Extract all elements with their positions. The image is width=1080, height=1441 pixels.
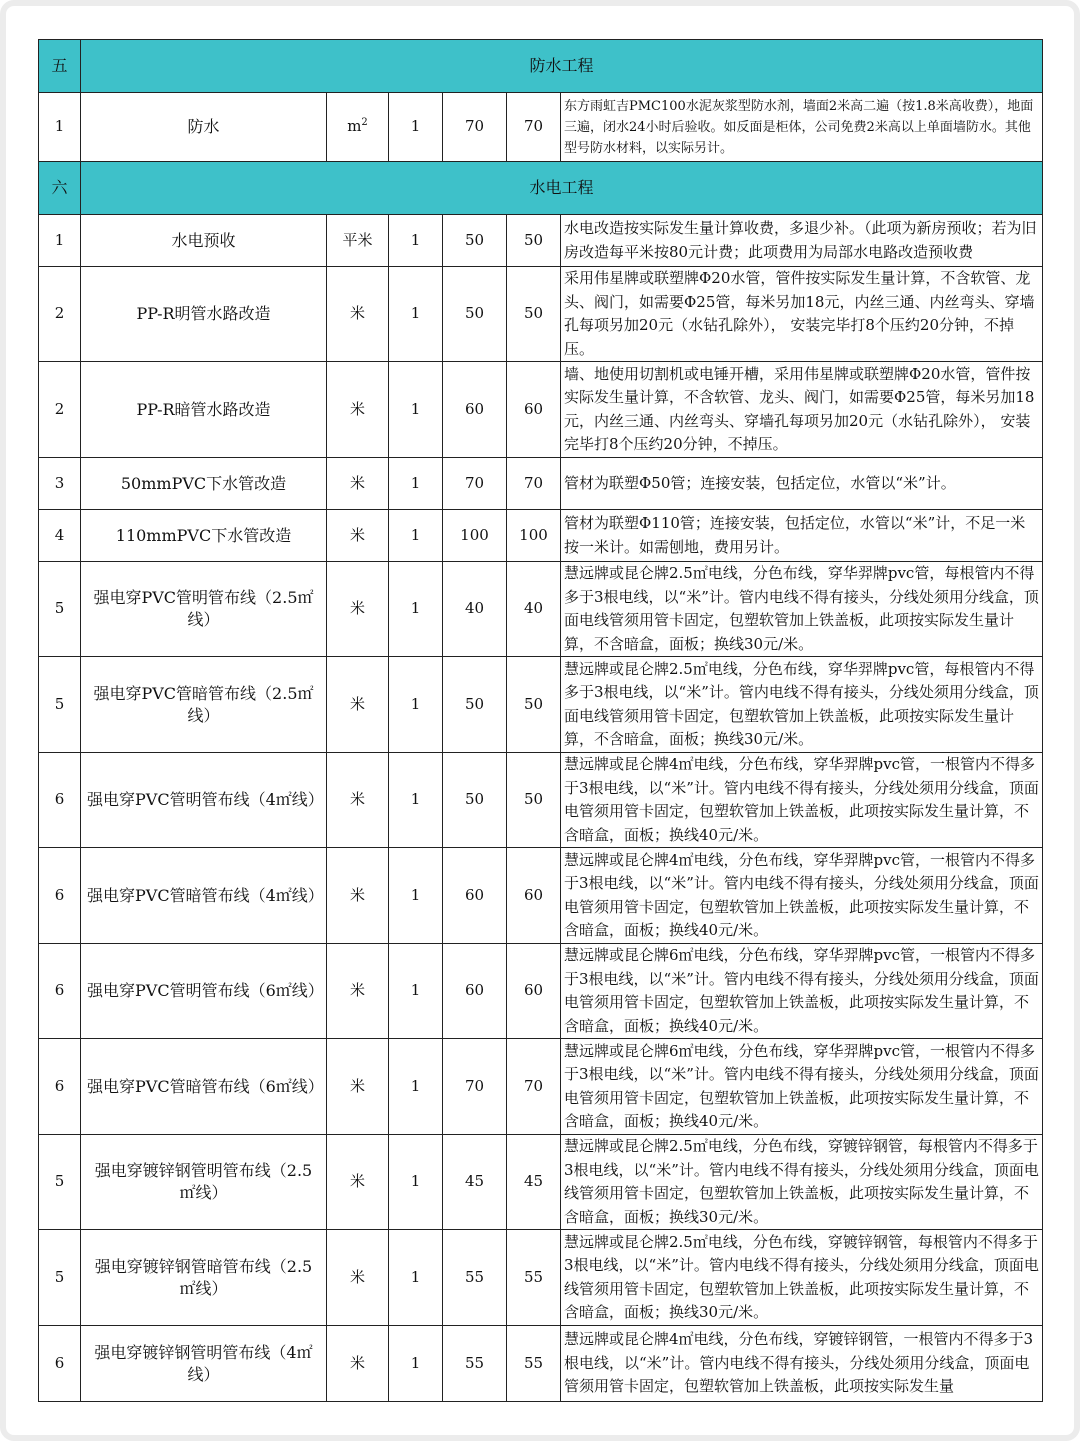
item-name: 强电穿镀锌钢管明管布线（4㎡线）: [81, 1326, 327, 1402]
item-unit: 米: [327, 1230, 389, 1326]
item-total: 60: [507, 944, 561, 1039]
unit-base: m: [347, 117, 362, 136]
item-unit: 米: [327, 1039, 389, 1135]
item-quantity: 1: [389, 562, 443, 657]
section-number: 五: [39, 40, 81, 93]
item-unit: 平米: [327, 215, 389, 267]
item-total: 50: [507, 267, 561, 362]
item-description: 管材为联塑Φ50管；连接安装，包括定位，水管以“米”计。: [561, 458, 1043, 510]
item-unit-price: 40: [443, 562, 507, 657]
item-name: 50mmPVC下水管改造: [81, 458, 327, 510]
item-unit-price: 45: [443, 1135, 507, 1230]
item-name: PP-R明管水路改造: [81, 267, 327, 362]
table-row: [39, 848, 1043, 944]
item-unit: 米: [327, 562, 389, 657]
item-unit-price: 70: [443, 93, 507, 162]
table-row: [39, 93, 1043, 162]
item-name: 强电穿PVC管暗管布线（4㎡线）: [81, 848, 327, 944]
item-name: 强电穿PVC管明管布线（4㎡线）: [81, 753, 327, 848]
item-quantity: 1: [389, 362, 443, 458]
table-row: [39, 944, 1043, 1039]
item-quantity: 1: [389, 848, 443, 944]
item-description: 慧远牌或昆仑牌2.5㎡电线，分色布线，穿镀锌钢管，每根管内不得多于3根电线，以“米”计。管内电线不得有接头，分线处须用分线盒，顶面电线管须用管卡固定，包塑软管加上铁盖板，此项按实际发生量计算，不含暗盒，面板；换线30元/米。: [561, 1135, 1043, 1230]
item-quantity: 1: [389, 1326, 443, 1402]
item-unit-price: 70: [443, 1039, 507, 1135]
item-unit-price: 60: [443, 362, 507, 458]
item-quantity: 1: [389, 215, 443, 267]
item-quantity: 1: [389, 267, 443, 362]
item-description: 慧远牌或昆仑牌2.5㎡电线，分色布线，穿镀锌钢管，每根管内不得多于3根电线，以“米”计。管内电线不得有接头，分线处须用分线盒，顶面电线管须用管卡固定，包塑软管加上铁盖板，此项按实际发生量计算，不含暗盒，面板；换线30元/米。: [561, 1230, 1043, 1326]
item-total: 45: [507, 1135, 561, 1230]
item-quantity: 1: [389, 1230, 443, 1326]
item-unit-price: 60: [443, 944, 507, 1039]
item-total: 70: [507, 1039, 561, 1135]
item-unit-price: 100: [443, 510, 507, 562]
row-number: 5: [39, 1135, 81, 1230]
item-description: 慧远牌或昆仑牌2.5㎡电线，分色布线，穿华羿牌pvc管，每根管内不得多于3根电线，以“米”计。管内电线不得有接头，分线处须用分线盒，顶面电线管须用管卡固定，包塑软管加上铁盖板，此项按实际发生量计算，不含暗盒，面板；换线30元/米。: [561, 562, 1043, 657]
section-number: 六: [39, 162, 81, 215]
item-description: 慧远牌或昆仑牌6㎡电线，分色布线，穿华羿牌pvc管，一根管内不得多于3根电线，以“米”计。管内电线不得有接头，分线处须用分线盒，顶面电管须用管卡固定，包塑软管加上铁盖板，此项按实际发生量计算，不含暗盒，面板；换线40元/米。: [561, 944, 1043, 1039]
item-name: 强电穿PVC管暗管布线（6㎡线）: [81, 1039, 327, 1135]
item-description: 水电改造按实际发生量计算收费，多退少补。（此项为新房预收；若为旧房改造每平米按80元计费；此项费用为局部水电路改造预收费: [561, 215, 1043, 267]
item-total: 60: [507, 848, 561, 944]
item-total: 55: [507, 1230, 561, 1326]
row-number: 3: [39, 458, 81, 510]
item-name: 强电穿PVC管明管布线（2.5㎡线）: [81, 562, 327, 657]
item-name: 防水: [81, 93, 327, 162]
item-unit: 米: [327, 1326, 389, 1402]
item-description: 东方雨虹吉PMC100水泥灰浆型防水剂，墙面2米高二遍（按1.8米高收费），地面三遍，闭水24小时后验收。如反面是柜体，公司免费2米高以上单面墙防水。其他型号防水材料，以实际另计。: [561, 93, 1043, 162]
item-unit-price: 50: [443, 657, 507, 753]
item-description: 墙、地使用切割机或电锤开槽，采用伟星牌或联塑牌Φ20水管，管件按实际发生量计算，不含软管、龙头、阀门，如需要Φ25管，每米另加18元，内丝三通、内丝弯头、穿墙孔每项另加20元（水钻孔除外）， 安装完毕打8个压约20分钟，不掉压。: [561, 362, 1043, 458]
item-name: 强电穿PVC管明管布线（6㎡线）: [81, 944, 327, 1039]
item-total: 100: [507, 510, 561, 562]
table-body: [39, 40, 1043, 1402]
item-quantity: 1: [389, 944, 443, 1039]
table-row: [39, 458, 1043, 510]
item-description: 慧远牌或昆仑牌2.5㎡电线，分色布线，穿华羿牌pvc管，每根管内不得多于3根电线，以“米”计。管内电线不得有接头，分线处须用分线盒，顶面电线管须用管卡固定，包塑软管加上铁盖板，此项按实际发生量计算，不含暗盒，面板；换线30元/米。: [561, 657, 1043, 753]
row-number: 5: [39, 1230, 81, 1326]
item-name: 强电穿镀锌钢管暗管布线（2.5㎡线）: [81, 1230, 327, 1326]
row-number: 6: [39, 944, 81, 1039]
item-description: 慧远牌或昆仑牌4㎡电线，分色布线，穿华羿牌pvc管，一根管内不得多于3根电线，以“米”计。管内电线不得有接头，分线处须用分线盒，顶面电管须用管卡固定，包塑软管加上铁盖板，此项按实际发生量计算，不含暗盒，面板；换线40元/米。: [561, 753, 1043, 848]
item-name: 强电穿PVC管暗管布线（2.5㎡线）: [81, 657, 327, 753]
item-unit-price: 55: [443, 1230, 507, 1326]
item-description: 管材为联塑Φ110管；连接安装，包括定位，水管以“米”计，不足一米按一米计。如需刨地，费用另计。: [561, 510, 1043, 562]
item-quantity: 1: [389, 1039, 443, 1135]
item-name: 110mmPVC下水管改造: [81, 510, 327, 562]
item-total: 55: [507, 1326, 561, 1402]
item-unit: 米: [327, 510, 389, 562]
unit-superscript: 2: [361, 117, 368, 129]
table-row: [39, 1326, 1043, 1402]
item-description: 慧远牌或昆仑牌6㎡电线，分色布线，穿华羿牌pvc管，一根管内不得多于3根电线，以“米”计。管内电线不得有接头，分线处须用分线盒，顶面电管须用管卡固定，包塑软管加上铁盖板，此项按实际发生量计算，不含暗盒，面板；换线40元/米。: [561, 1039, 1043, 1135]
item-unit: 米: [327, 362, 389, 458]
item-unit-price: 70: [443, 458, 507, 510]
row-number: 4: [39, 510, 81, 562]
item-description: 采用伟星牌或联塑牌Φ20水管，管件按实际发生量计算，不含软管、龙头、阀门，如需要Φ25管，每米另加18元，内丝三通、内丝弯头、穿墙孔每项另加20元（水钻孔除外）， 安装完毕打8个压约20分钟，不掉压。: [561, 267, 1043, 362]
row-number: 2: [39, 267, 81, 362]
row-number: 2: [39, 362, 81, 458]
quotation-table: [38, 39, 1043, 1402]
item-unit-price: 60: [443, 848, 507, 944]
table-row: [39, 562, 1043, 657]
item-unit: 米: [327, 1135, 389, 1230]
item-unit: 米: [327, 657, 389, 753]
item-quantity: 1: [389, 753, 443, 848]
item-unit: [327, 93, 389, 162]
table-row: [39, 362, 1043, 458]
section-header-plumbing-electrical: [39, 162, 1043, 215]
row-number: 6: [39, 753, 81, 848]
item-total: 40: [507, 562, 561, 657]
item-name: PP-R暗管水路改造: [81, 362, 327, 458]
item-name: 水电预收: [81, 215, 327, 267]
table-row: [39, 267, 1043, 362]
section-header-waterproof: [39, 40, 1043, 93]
item-total: 50: [507, 657, 561, 753]
row-number: 6: [39, 848, 81, 944]
item-quantity: 1: [389, 510, 443, 562]
item-name: 强电穿镀锌钢管明管布线（2.5㎡线）: [81, 1135, 327, 1230]
item-quantity: 1: [389, 1135, 443, 1230]
item-total: 70: [507, 93, 561, 162]
row-number: 1: [39, 93, 81, 162]
table-row: [39, 753, 1043, 848]
table-row: [39, 1135, 1043, 1230]
item-description: 慧远牌或昆仑牌4㎡电线，分色布线，穿华羿牌pvc管，一根管内不得多于3根电线，以“米”计。管内电线不得有接头，分线处须用分线盒，顶面电管须用管卡固定，包塑软管加上铁盖板，此项按实际发生量计算，不含暗盒，面板；换线40元/米。: [561, 848, 1043, 944]
item-unit: 米: [327, 458, 389, 510]
item-total: 60: [507, 362, 561, 458]
table-row: [39, 510, 1043, 562]
row-number: 5: [39, 657, 81, 753]
table-row: [39, 1230, 1043, 1326]
row-number: 5: [39, 562, 81, 657]
row-number: 6: [39, 1326, 81, 1402]
item-unit: 米: [327, 267, 389, 362]
row-number: 1: [39, 215, 81, 267]
table-row: [39, 657, 1043, 753]
item-description: 慧远牌或昆仑牌4㎡电线，分色布线，穿镀锌钢管，一根管内不得多于3根电线，以“米”计。管内电线不得有接头，分线处须用分线盒，顶面电管须用管卡固定，包塑软管加上铁盖板，此项按实际发生量: [561, 1326, 1043, 1402]
table-row: [39, 215, 1043, 267]
item-unit-price: 50: [443, 215, 507, 267]
item-unit: 米: [327, 848, 389, 944]
item-quantity: 1: [389, 657, 443, 753]
item-quantity: 1: [389, 458, 443, 510]
item-unit: 米: [327, 753, 389, 848]
item-total: 70: [507, 458, 561, 510]
item-unit-price: 50: [443, 267, 507, 362]
table-row: [39, 1039, 1043, 1135]
section-title: 防水工程: [81, 40, 1043, 93]
item-total: 50: [507, 215, 561, 267]
item-unit-price: 50: [443, 753, 507, 848]
row-number: 6: [39, 1039, 81, 1135]
section-title: 水电工程: [81, 162, 1043, 215]
item-unit-price: 55: [443, 1326, 507, 1402]
item-quantity: 1: [389, 93, 443, 162]
item-total: 50: [507, 753, 561, 848]
item-unit: 米: [327, 944, 389, 1039]
